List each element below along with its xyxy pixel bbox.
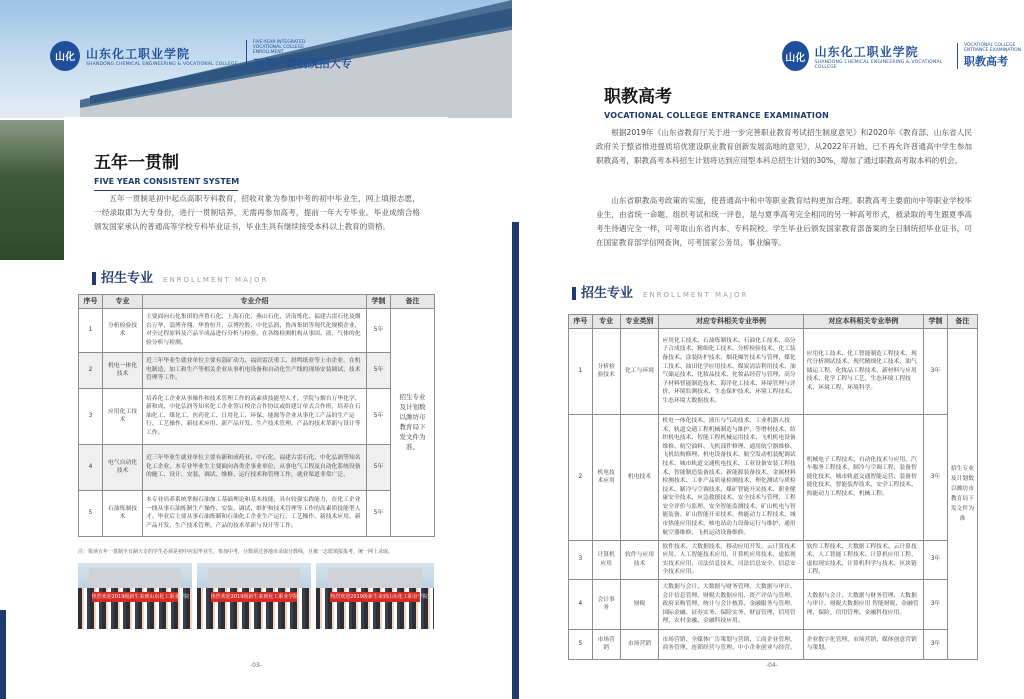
table-header-row [569,315,978,329]
table-row [79,444,435,490]
cell-no: 3 [79,388,103,444]
school-logo [50,40,352,71]
cell-undergrad: 企业数字化管理、市场营销、媒体创意营销与策划。 [803,629,924,659]
school-name-en: SHANDONG CHEMICAL ENGINEERING & VOCATIONAL COLLEGE [814,59,943,70]
cell-years: 3年 [924,328,948,414]
cell-intro: 近三年毕业生就业单位主要有淄矿动力、福田雷沃重工、晨鸣纸业等上市企业，在机电制造、加工和生产等相关企业从事机电设备和自动化生产线的现场安装调试、技术管理等工作。 [143,352,367,388]
cell-major: 会计事务 [592,579,620,629]
page-number: -03- [250,662,262,669]
table-row [569,579,978,629]
page-title: 职教高考 [604,87,672,107]
cell-years: 3年 [924,629,948,659]
cell-years: 3年 [924,579,948,629]
header-vocational: 对应专科相关专业举例 [659,315,803,329]
cell-undergrad: 机械电子工程技术、自动化技术与应用、汽车服务工程技术、制冷与空调工程、装备智能化技术、城市轨道交通智能运营、装备智能化技术、智能装焊技术、安全工程技术、热能动力工程技术、机械工程。 [803,414,924,540]
header-undergrad: 对应本科相关专业举例 [803,315,924,329]
header-tag-en: FIVE-YEAR INTEGRATED VOCATIONAL COLLEGE ENROLLMENT [252,40,306,55]
cell-undergrad: 大数据与会计、大数据与财务管理、大数据与审计、财税大数据应用 智能财税、金融管理、保险、信用管理、金融科技应用。 [803,579,924,629]
table-row [569,629,978,659]
right-page [512,0,1024,699]
cell-vocational: 大数据与会计、大数据与财务管理、大数据与审计、会计信息管理、财税大数据应用、资产评估与管理、政府采购管理、统计与会计核算、金融服务与管理、国际金融、证券实务、保险实务、财富管理、信用管理、农村金融、金融科技应用。 [659,579,803,629]
accent-bar [512,222,519,699]
cell-major: 计算机应用 [592,540,620,579]
header-tag-cn: 五年一贯制统招大专 [252,57,352,70]
page-title-en: FIVE YEAR CONSISTENT SYSTEM [94,177,240,186]
cell-intro: 近三年毕业生就业单位主要有新和成药业、中石化、福建古雷石化、中化弘润等知名化工企业，本专业毕业生主要面向各类企事业单位，从事电气工程及自动化系统设备的施工、设计、安装、调试、维修、运行技术和管理工作，就业渠道非常广泛。 [143,444,367,490]
enrollment-table [568,314,978,660]
section-title-en: ENROLLMENT MAJOR [643,291,749,299]
title-block [604,82,829,120]
cell-years: 5年 [367,490,391,536]
accent-bar [0,610,6,699]
cell-major: 分析检验技术 [592,328,620,414]
table-row [79,388,435,444]
section-header [92,272,268,285]
cell-years: 5年 [367,352,391,388]
welcome-banner: 热烈欢迎2019级新生来到山东化工职业学院 [91,594,190,601]
content-card [64,117,448,699]
cell-no: 4 [79,444,103,490]
header-years: 学制 [367,295,391,309]
cell-years: 3年 [924,540,948,579]
header-major: 专业 [103,295,143,309]
cell-years: 5年 [367,308,391,352]
cell-no: 3 [569,540,593,579]
cell-vocational: 机电一体化技术、液压与气动技术、工业机器人技术、轨道交通工程机械制造与维护、等增材技术、纺织机电技术、智能工程机械运用技术、飞机机电设备维修、航空油料、飞机部件修理、通用航空器维修、飞机结构修理、机电设备技术、航空发动机装配调试技术、城市轨道交通机电技术、工业设备安装工程技术、智能制造装备技术、新能源装备技术、金属材料检测技术、工业产品质量检测技术、理化测试与质检技术、制冷与空调技术、煤矿智能开采技术、职业健康安全技术、应急救援技术、安全技术与管理、工程安全评价与监理、安全智能监测技术、矿山机电与智能装备、矿山智能开采技术、热能动力工程技术、城市热能应用技术、核电站动力设备运行与维护、通用航空器维修、飞机运动设备维修。 [659,414,803,540]
cell-category: 财税 [620,579,659,629]
cell-years: 3年 [924,414,948,540]
cell-category: 机电技术 [620,414,659,540]
group-photo [316,563,434,629]
cell-remark: 招生专业及计划数以潍坊市教育局下发文件为准。 [391,308,435,536]
header-remark: 备注 [947,315,977,329]
header-tag [957,43,1024,69]
section-title-en: ENROLLMENT MAJOR [163,276,269,284]
cell-major: 市场营销 [592,629,620,659]
cell-no: 2 [569,414,593,540]
table-row [79,308,435,352]
header-major: 专业 [592,315,620,329]
welcome-banner: 热烈欢迎2019级新生来到山东化工职业学院 [330,594,428,601]
photo-row [78,563,434,629]
header-remark: 备注 [391,295,435,309]
header-tag [246,40,352,71]
policy-paragraph: 根据2019年《山东省教育厅关于进一步完善职业教育考试招生制度意见》和2020年《教育部、山东省人民政府关于整省推进提质培优建设职业教育创新发展高地的意见》，从2022年开始，已不再允许普通高中学生参加职教高考，职教高考本科招生计划将达到应用型本科总招生计划的30%，增加了通过职教高考取本科的机会。 [596,128,972,165]
cell-category: 市场营销 [620,629,659,659]
policy-paragraph: 山东省职教高考政策的实施，使普通高中和中等职业教育结构更加合理。职教高考主要面向中等职业学校毕业生，由省统一命题、组织考试和统一评卷，是与夏季高考完全相同的另一种高考形式，被录取的考生跟夏季高考生待遇完全一样，可考取山东省内本、专科院校。学生毕业后颁发国家教育部备案的全日制统招毕业证书，可在国家教育部学信网查询，可考国家公务员、事业编等。 [596,196,972,247]
section-title: 招生专业 [572,287,633,300]
title-underline [94,190,238,191]
cell-category: 化工与环境 [620,328,659,414]
cell-vocational: 应用化工技术、石油炼制技术、石油化工技术、高分子合成技术、精细化工技术、分析检验技术、化工装备技术、涂装防护技术、烟花爆竹技术与管理、煤化工技术、油田化学应用技术、煤炭清洁利用技术、油气储运技术、化妆品技术、化妆品经营与管理、高分子材料智能制造技术、海洋化工技术、环境管理与评价、环境监测技术、生态保护技术、环境工程技术、生态环境大数据技术。 [659,328,803,414]
cell-no: 1 [79,308,103,352]
table-row [569,414,978,540]
cell-major: 应用化工技术 [103,388,143,444]
group-photo [78,563,192,629]
section-title: 招生专业 [92,272,153,285]
cell-major: 石油炼制技术 [103,490,143,536]
page-title: 五年一贯制 [94,153,179,173]
cell-intro: 本专业培养系统掌握石油加工基础理论和基本技能，具有较强实践能力，在化工企业一线从事石油炼制生产操作、安装、调试、维护和技术管理等工作的高素质技能型人才。毕业后主要从事石油炼制和石油化工企业生产运行、工艺操作、新技术应用、新产品开发、生产技术管理、产品的技术革新与设计等工作。 [143,490,367,536]
cell-no: 5 [569,629,593,659]
cell-vocational: 市场营销、全媒体广告策划与营销、工商企业管理、商务管理、连锁经营与管理、中小企业创业与经营。 [659,629,803,659]
cell-major: 分析检验技术 [103,308,143,352]
header-years: 学制 [924,315,948,329]
page-title-en: VOCATIONAL COLLEGE ENTRANCE EXAMINATION [604,111,829,120]
school-name-en: SHANDONG CHEMICAL ENGINEERING & VOCATIONAL COLLEGE [86,61,238,67]
header-category: 专业类别 [620,315,659,329]
header-tag-en: VOCATIONAL COLLEGE ENTRANCE EXAMINATION [964,43,1022,53]
cell-major: 机电技术应用 [592,414,620,540]
footnote: 注：报读五年一贯制全日制大专的学生必须是初中应届毕业生，参加中考，分数须过各地市录取分数线，且被一志愿填报报考，统一网上录取。 [78,549,394,555]
cell-undergrad: 软件工程技术、大数据工程技术、云计算技术、人工智能工程技术、计算机应用工程、虚拟现实技术、计算机科学与技术、区块链工程。 [803,540,924,579]
cell-no: 4 [569,579,593,629]
table-row [569,540,978,579]
cell-remark: 招生专业及计划数以潍坊市教育局下发文件为准 [947,328,977,659]
cell-years: 5年 [367,388,391,444]
cell-intro: 培养化工企业从事操作和技术管理工作的高素质技能型人才。学院与烟台万华化学、新和成、中化弘润等知名化工企业签订校企合作协议或组建订单式合作班，培养在石油化工、煤化工、医药化工、日用化工、环保、能源等企业从事化工产品的生产运行、工艺操作、新技术应用、新产品开发、生产技术管理、产品的技术革新与设计等工作。 [143,388,367,444]
table-header-row [79,295,435,309]
cell-major: 电气自动化技术 [103,444,143,490]
cell-intro: 主要面向石化集团的齐鲁石化、上海石化、燕山石化、济南炼化、福建古雷石化及烟台万华、淄博齐翔、华鲁恒升、京博控股、中化弘润、鲁西集团等现代化规模企业，对全过程原料及产品半成品进行分析与检验。在各级检测机构从事固、液、气体的化验分析与检测。 [143,308,367,352]
cell-major: 机电一体化技术 [103,352,143,388]
cell-undergrad: 应用化工技术、化工智能制造工程技术、现代分析测试技术、现代精细化工技术、油气储运工程、化妆品工程技术、新材料与应用技术、化学工程与工艺、生态环境工程技术、环境工程、环境科学。 [803,328,924,414]
table-row [79,352,435,388]
header-tag-cn: 职教高考 [964,55,1008,68]
school-emblem-icon: 山化 [782,41,809,71]
table-row [569,328,978,414]
trees-photo [0,120,66,260]
table-row [79,490,435,536]
intro-paragraph: 五年一贯制是初中起点高职专科教育，招收对象为参加中考的初中毕业生，网上填报志愿，一经录取即为大专身份，进行一贯制培养，无需再参加高考，提前一年大专毕业。毕业成绩合格颁发国家承认的普通高等学校专科毕业证书，毕业生具有继续接受本科以上教育的资格。 [94,194,420,231]
header-no: 序号 [569,315,593,329]
cell-no: 2 [79,352,103,388]
section-header [572,287,748,300]
enrollment-table [78,294,435,537]
school-emblem-icon: 山化 [50,41,80,71]
school-logo [782,41,1024,71]
group-photo [197,563,311,629]
school-name: 山东化工职业学院 [814,44,919,59]
page-number: -04- [766,662,778,669]
cell-no: 5 [79,490,103,536]
cell-years: 5年 [367,444,391,490]
header-intro: 专业介绍 [143,295,367,309]
welcome-banner: 热烈欢迎2019级新生来到化工职业学院 [210,594,299,601]
school-name: 山东化工职业学院 [86,46,191,61]
cell-vocational: 软件技术、大数据技术、移动应用开发、云计算技术应用、人工智能技术应用、计算机应用技术、虚拟现实技术应用、司法信息技术、司法信息安全、信息安全技术应用。 [659,540,803,579]
header-no: 序号 [79,295,103,309]
cell-no: 1 [569,328,593,414]
cell-category: 软件与应用技术 [620,540,659,579]
